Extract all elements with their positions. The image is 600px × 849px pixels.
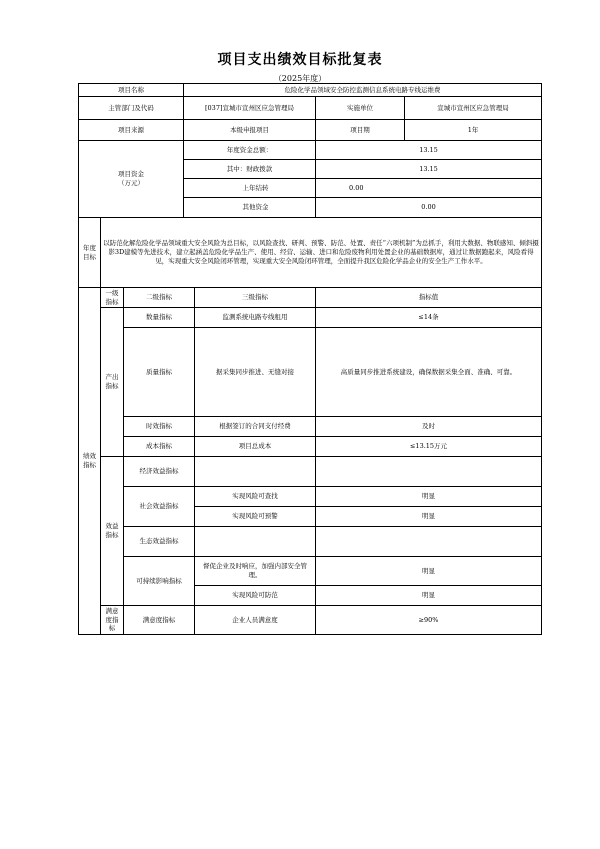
eco-l2: 生态效益指标 <box>124 527 195 557</box>
goal-label: 年度目标 <box>79 218 101 288</box>
funds-fiscal-value: 13.15 <box>316 160 542 179</box>
header-level2: 二级指标 <box>124 288 195 308</box>
social-l3-2: 实现风险可预警 <box>195 507 316 527</box>
funds-total-value: 13.15 <box>316 141 542 160</box>
sustain-value-1: 明显 <box>316 557 542 586</box>
source-value: 本级申报项目 <box>184 120 316 141</box>
perf-section-label: 绩效指标 <box>79 288 101 635</box>
time-l3: 根据签订的合同支付经费 <box>195 417 316 437</box>
satisfaction-l3: 企业人员满意度 <box>195 606 316 635</box>
funds-label-line1: 项目资金 <box>118 170 144 179</box>
output-label: 产出指标 <box>101 308 124 457</box>
impl-value: 宣城市宣州区应急管理局 <box>405 97 542 120</box>
goal-text: 以防范化解危险化学品领域重大安全风险为总目标，以风险查找、研判、预警、防范、处置、责任“六项机制”为总抓手，利用大数据、物联感知、倾斜摄影3D建模等先进技术，建立起涵盖危险化学品生产、使用、经营、运输、进口和危险废物利用处置企业的基础数据库，通过让数据跑起来，风险看得见，实现重大安全风险闭环管理，实现重大安全风险闭环管理，全面提升我区危险化学品企业的安全生产工作水平。 <box>101 218 542 288</box>
header-level1: 一级指标 <box>101 288 124 308</box>
approval-table <box>78 83 542 635</box>
project-name-value: 危险化学品领域安全防控监测信息系统电路专线运维费 <box>184 84 542 97</box>
cost-l3: 项目总成本 <box>195 437 316 457</box>
social-l3-1: 实现风险可查找 <box>195 487 316 507</box>
page-title: 项目支出绩效目标批复表 <box>217 52 383 68</box>
social-value-2: 明显 <box>316 507 542 527</box>
funds-total-label: 年度资金总额： <box>184 141 316 160</box>
benefit-label: 效益指标 <box>101 457 124 606</box>
page-subtitle-year: （2025年度） <box>273 74 327 83</box>
header-value: 指标值 <box>316 288 542 308</box>
period-label: 项目期 <box>316 120 405 141</box>
quality-l2: 质量指标 <box>124 328 195 417</box>
economic-value <box>316 457 542 487</box>
funds-other-value: 0.00 <box>316 198 542 218</box>
satisfaction-value: ≥90% <box>316 606 542 635</box>
quantity-l2: 数量指标 <box>124 308 195 328</box>
quality-l3: 据采集同步推进、无缝对接 <box>195 328 316 417</box>
sustain-l3-1: 督促企业及时响应，加强内部安全管理。 <box>195 557 316 586</box>
cost-value: ≤13.15万元 <box>316 437 542 457</box>
sustain-l3-2: 实现风险可防范 <box>195 586 316 606</box>
dept-label: 主管部门及代码 <box>79 97 184 120</box>
funds-label <box>79 141 184 218</box>
satisfaction-l2: 满意度指标 <box>124 606 195 635</box>
social-value-1: 明显 <box>316 487 542 507</box>
eco-value <box>316 527 542 557</box>
cost-l2: 成本指标 <box>124 437 195 457</box>
funds-carryover-value: 0.00 <box>316 179 542 198</box>
quantity-l3: 监测系统电路专线租用 <box>195 308 316 328</box>
satisfaction-label: 满意度指标 <box>101 606 124 635</box>
project-name-label: 项目名称 <box>79 84 184 97</box>
sustain-l2: 可持续影响指标 <box>124 557 195 606</box>
time-l2: 时效指标 <box>124 417 195 437</box>
funds-fiscal-label: 其中：财政拨款 <box>184 160 316 179</box>
impl-label: 实施单位 <box>316 97 405 120</box>
time-value: 及时 <box>316 417 542 437</box>
funds-other-label: 其他资金 <box>184 198 316 218</box>
dept-value: [037]宣城市宣州区应急管理局 <box>184 97 316 120</box>
quantity-value: ≤14条 <box>316 308 542 328</box>
source-label: 项目来源 <box>79 120 184 141</box>
eco-l3 <box>195 527 316 557</box>
social-l2: 社会效益指标 <box>124 487 195 527</box>
economic-l3 <box>195 457 316 487</box>
economic-l2: 经济效益指标 <box>124 457 195 487</box>
header-level3: 三级指标 <box>195 288 316 308</box>
quality-value: 高质量同步推进系统建设，确保数据采集全面、准确、可靠。 <box>316 328 542 417</box>
funds-label-line2: （万元） <box>118 179 144 187</box>
sustain-value-2: 明显 <box>316 586 542 606</box>
period-value: 1年 <box>405 120 542 141</box>
funds-carryover-label: 上年结转 <box>184 179 316 198</box>
